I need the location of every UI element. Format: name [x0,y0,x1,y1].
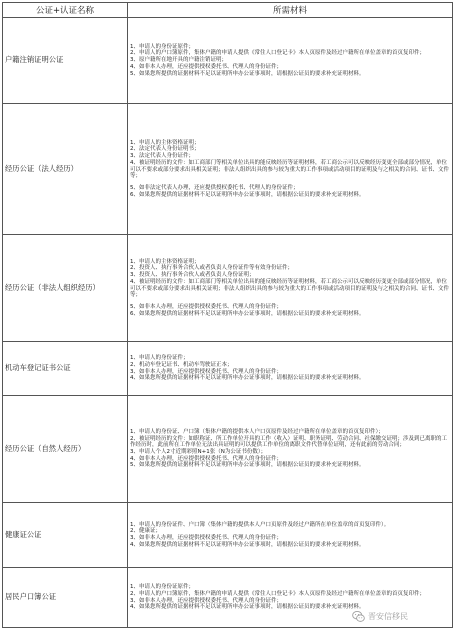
material-item: 1、申请人的身份证件、户口簿（集体户籍的提供本人户口页原件及经过户籍所在单位盖章的首页复印件）。 [130,521,390,528]
table-row [3,18,453,104]
row-name: 健康证公证 [3,503,128,568]
material-item: 4、如果您所提供的证据材料不足以证明所申办公证事项时，请根据公证员的要求补充证明材料。 [130,375,365,382]
material-item: 6、如果您所提供的证据材料不足以证明所申办公证事项时，请根据公证员的要求补充证明材料。 [130,191,365,198]
table-row [3,342,453,396]
material-item: 5、如果您所提供的证据材料不足以证明所申办公证事项时，请根据公证员的要求补充证明材料。 [130,462,365,469]
material-item: 1、申请人的身份证原件； [130,584,195,591]
material-item: 2、被证明经历的文件：如职称证、所工作单位开具的工作（收入）证明、职务证明、劳动合同、社保缴交证明；涉及到已离职的工作经历时，此前所在工作单位无法出具证明的可以提供工作单位的离职文件代替单位证明，还有此前的劳动合同； [130,435,448,449]
material-item: 4、如非本人办理，还应提供授权委托书、代理人的身份证件； [130,63,283,70]
watermark [352,606,452,626]
wechat-icon [352,610,365,623]
material-item: 3、原户籍所在地开具的户籍注销证明； [130,57,228,64]
material-item: 4、如非本人办理，还应提供授权委托书、代理人的身份证件； [130,455,283,462]
table-row [3,104,453,235]
material-item: 2、申请人的户口簿原件，集体户籍的申请人提供《常住人口登记卡》本人页原件及经过户籍所在单位盖章的首页复印件； [130,50,426,57]
material-item: 4、如果您所提供的证据材料不足以证明所申办公证事项时，请根据公证员的要求补充证明材料。 [130,604,365,611]
material-item: 5、如果您所提供的证据材料不足以证明所申办公证事项时，请根据公证员的要求补充证明材料。 [130,70,365,77]
material-item: 3、如非本人办理，还应提供授权委托书、代理人的身份证件； [130,535,283,541]
row-name: 居民户口簿公证 [3,568,128,628]
row-materials [128,342,453,396]
material-item: 2、机动车登记证书、机动车驾驶证正本； [130,361,233,368]
material-item: 1、申请人的身份证、户口簿（集体户籍的提供本人户口页原件及经过户籍所在单位盖章的首页复印件）； [130,428,384,435]
material-item: 4、被证明经历的文件：如工商部门等相关单位出具的能反映经历等证明材料，若工商公示可以反映经历变更全部或部分情况，单位可以不要求或部分要求出具相关证明；非法人组织出具的参与较为重大的工作事项或活动项目的证明及与之相关的合同、证书、文件等； [130,159,450,180]
material-item: 3、申请人个人2寸近期彩照N+1张（N为公证书份数）； [130,449,267,455]
material-item: 4、被证明经历的文件：如工商部门等相关单位出具的能反映经历等证明材料，若工商公示可以反映经历变更全部或部分情况，单位可以不要求或部分要求出具相关证明；非法人组织出具的参与较为重大的工作事项或活动项目的证明及与之相关的合同、证书、文件等； [130,278,450,299]
table-row [3,396,453,503]
row-materials [128,18,453,104]
material-item: 4、如果您所提供的证据材料不足以证明所申办公证事项时，请根据公证员的要求补充证明材料。 [130,541,365,548]
row-materials [128,235,453,342]
material-item: 2、法定代表人身份证明书； [130,146,200,153]
material-item: 2、健康证； [130,528,161,535]
header-materials: 所需材料 [128,3,453,18]
header-cert-name: 公证+认证名称 [3,3,128,18]
row-name: 机动车登记证书公证 [3,342,128,396]
material-item: 3、法定代表人身份证件； [130,153,195,160]
material-item: 6、如果您所提供的证据材料不足以证明所申办公证事项时，请根据公证员的要求补充证明材料。 [130,310,365,317]
material-item: 2、申请人的户口簿原件，集体户籍的申请人提供《常住人口登记卡》本人页原件及经过户籍所在单位盖章的首页复印件； [130,590,426,597]
row-name: 经历公证（非法人组织经历） [3,235,128,342]
material-item: 5、如非法定代表人办理，还应提供授权委托书、代理人的身份证件； [130,184,299,191]
material-item: 5、如非本人办理，还应提供授权委托书、代理人的身份证件； [130,303,283,310]
row-name: 经历公证（法人经历） [3,104,128,235]
table-row [3,235,453,342]
table-header [3,3,453,18]
material-item: 1、申请人的身份证件； [130,355,189,362]
row-materials [128,503,453,568]
material-item: 3、如非本人办理，还应提供授权委托书、代理人的身份证件； [130,597,283,604]
material-item: 1、申请人的主体资格证明； [130,139,200,146]
material-item: 2、投资人、执行事务合伙人或者负责人身份证件等有效身份证件； [130,265,294,272]
row-materials [128,396,453,503]
material-item: 1、申请人的身份证原件； [130,43,195,50]
row-name: 户籍注销证明公证 [3,18,128,104]
material-item: 3、如非本人办理，还应提供授权委托书、代理人的身份证件； [130,368,283,375]
material-item: 1、申请人的主体资格证明； [130,258,200,265]
requirements-table [2,2,453,628]
row-materials [128,104,453,235]
table-row [3,503,453,568]
watermark-text: 晋安信移民 [368,611,408,621]
material-item: 3、投资人、执行事务合伙人或者负责人身份证明； [130,272,255,279]
row-name: 经历公证（自然人经历） [3,396,128,503]
